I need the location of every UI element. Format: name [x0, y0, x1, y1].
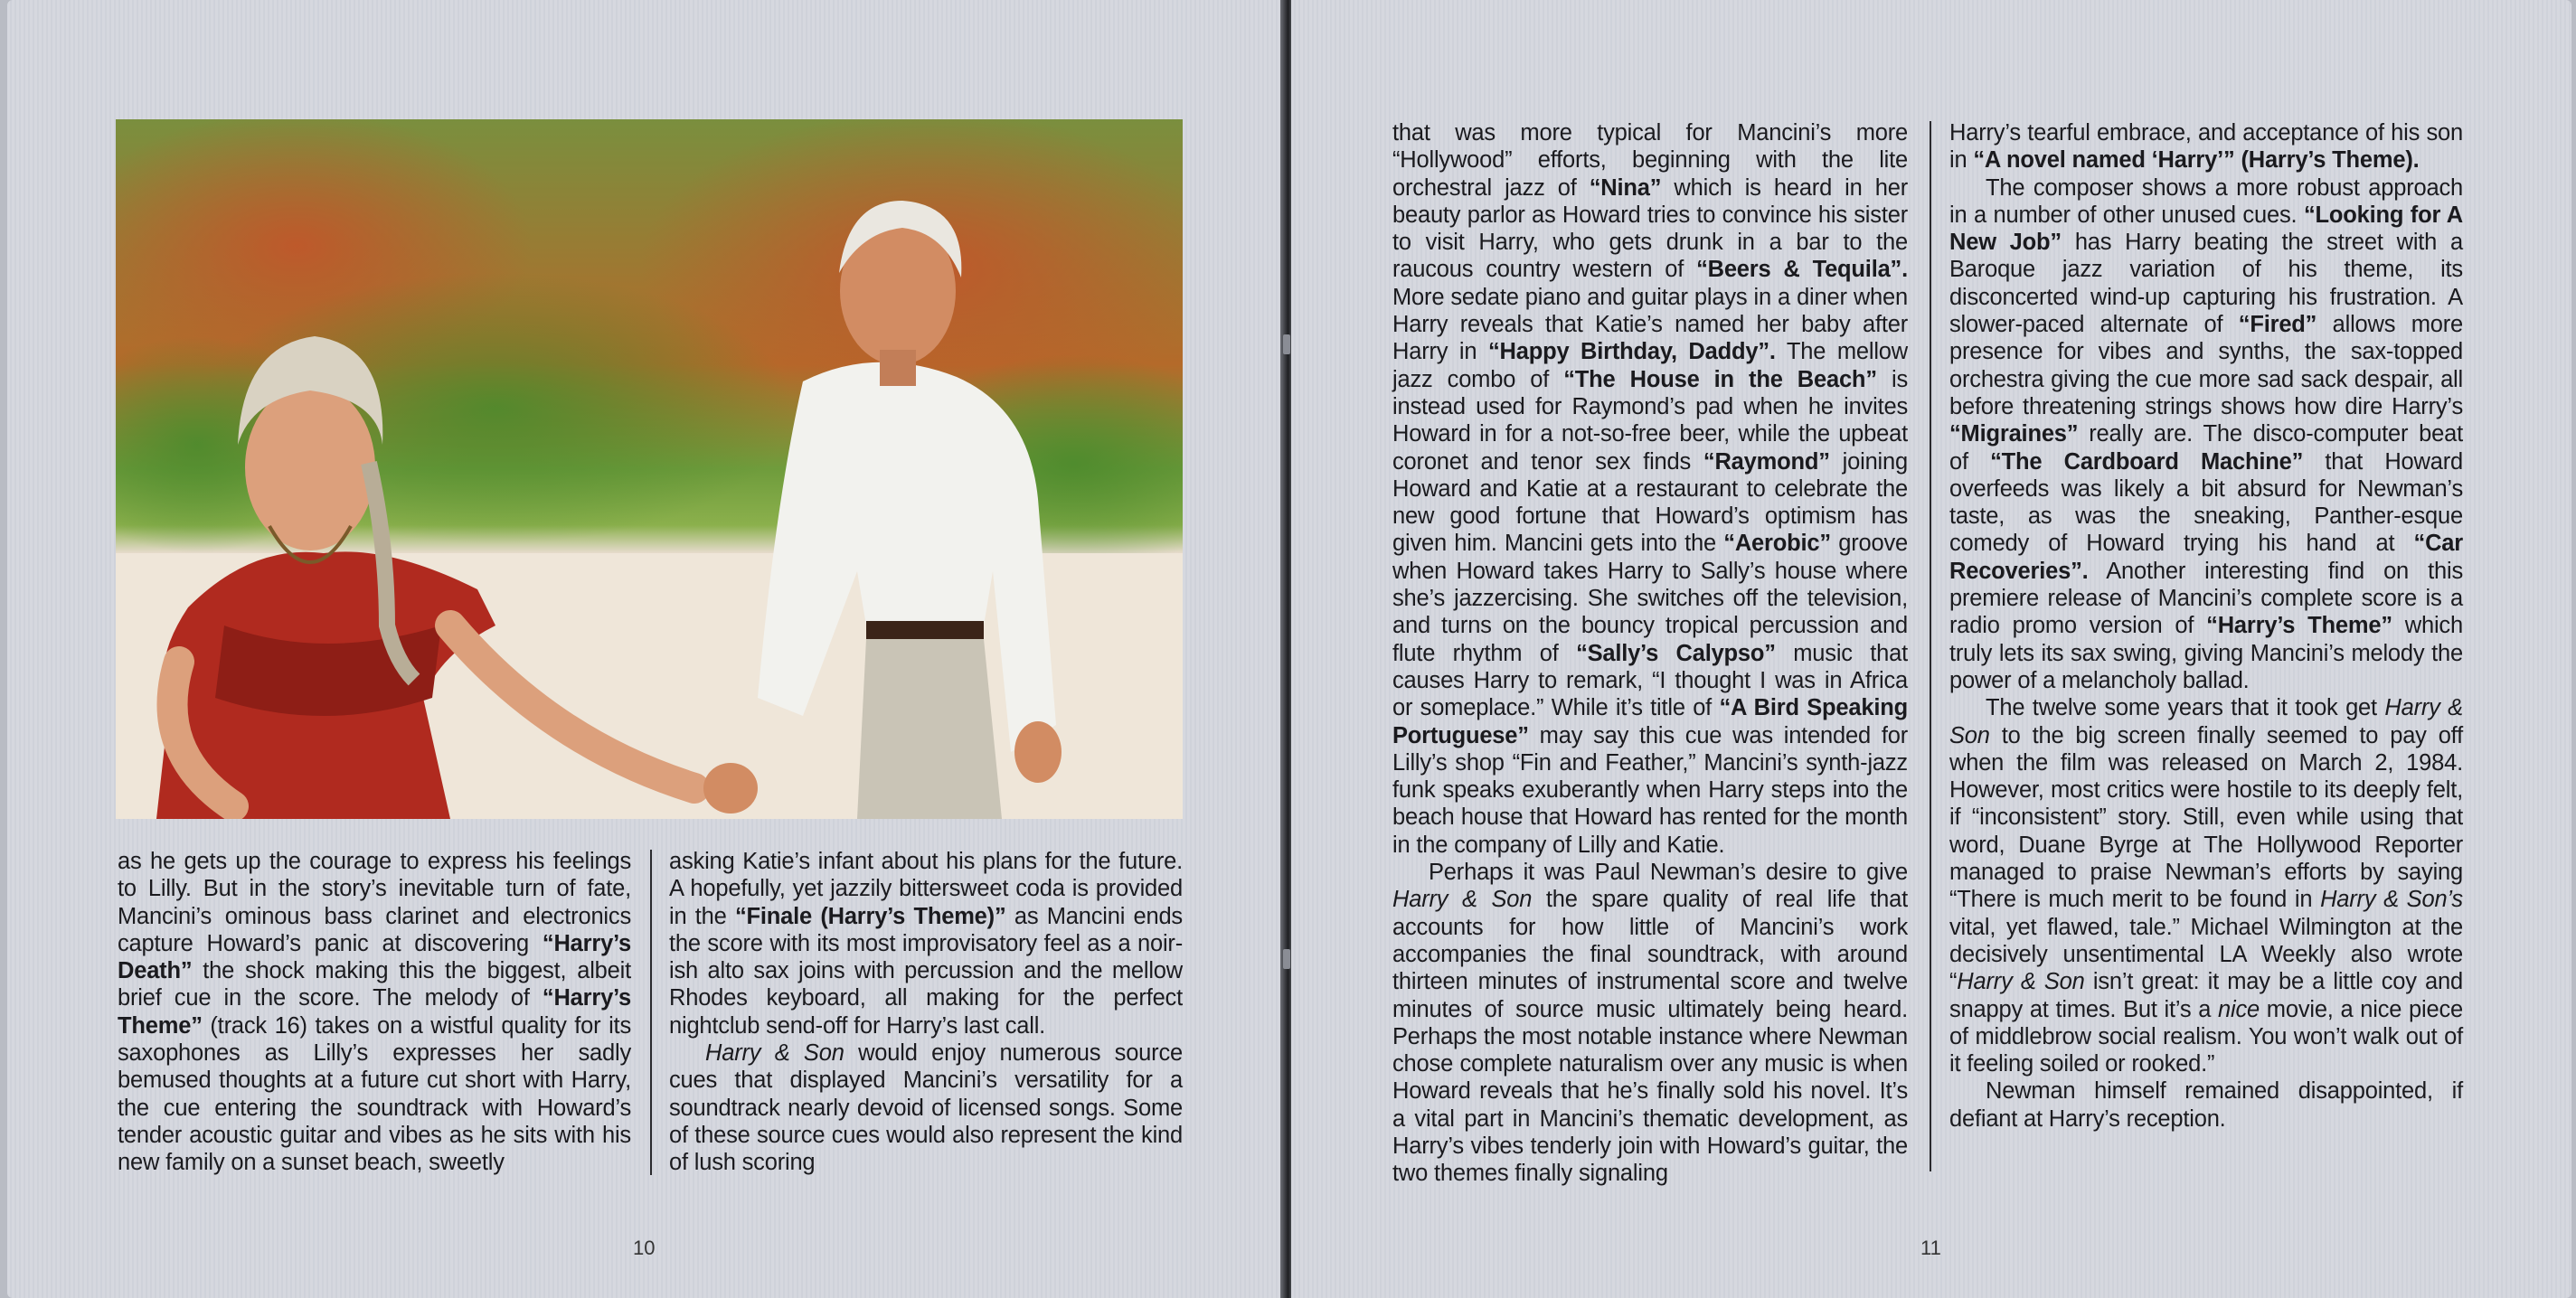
text-run: Newman himself remained disappointed, if defiant at Harry’s reception. — [1949, 1078, 2463, 1132]
text-run: that Howard overfeeds was likely a bit absurd for Newman’s taste, as was the sneaking, Panther-esque comedy of Howard trying his hand at — [1949, 448, 2463, 557]
paragraph — [1949, 1077, 2463, 1133]
text-run: joining Howard and Katie at a restaurant to celebrate the new good fortune that Howard’s optimism has given him. Mancini gets into the — [1392, 448, 1908, 557]
text-run: that was more typical for Mancini’s more “Hollywood” efforts, beginning with the lite orchestral jazz of — [1392, 120, 1908, 201]
italic-title: nice — [2218, 996, 2260, 1022]
cue-title: “Harry’s Theme” — [2206, 613, 2392, 639]
italic-title: Harry & Son — [1392, 887, 1533, 913]
cue-title: “The House in the Beach” — [1563, 366, 1877, 392]
cue-title: “The Cardboard Machine” — [1990, 448, 2304, 475]
cue-title: “Car Recoveries”. — [1949, 531, 2463, 584]
text-column-1 — [118, 848, 631, 1177]
paragraph — [669, 1039, 1183, 1176]
text-run: vital, yet flawed, tale.” Michael Wilmington at the decisively unsentimental LA Weekly also wrote “ — [1949, 914, 2463, 995]
text-run: groove when Howard takes Harry to Sally’s house where she’s jazzercising. She switches off the television, and turns on the bouncy tropical percussion and flute rhythm of — [1392, 531, 1909, 666]
paragraph — [1392, 859, 1908, 1188]
column-divider — [650, 850, 652, 1175]
text-run: really are. The disco-computer beat of — [1949, 421, 2463, 475]
text-column-4 — [1949, 119, 2463, 1133]
cue-title: “Fired” — [2238, 312, 2317, 338]
text-run: More sedate piano and guitar plays in a diner when Harry reveals that Katie’s named her baby after Harry in — [1392, 284, 1908, 365]
cue-title: “Beers & Tequila”. — [1696, 257, 1908, 283]
text-run: isn’t great: it may be a little coy and snappy at times. But it’s a — [1949, 969, 2463, 1022]
cue-title: “Nina” — [1589, 174, 1662, 201]
cue-title: “Harry’s Death” — [118, 930, 631, 984]
paragraph — [1949, 119, 2463, 174]
text-column-3 — [1392, 119, 1908, 1188]
text-run: (track 16) takes on a wistful quality for its saxophones as Lilly’s expresses her sadly bemused thoughts at a future cut short with Harry, the cue entering the soundtrack with Howard’s tender acoustic guitar and vibes as he sits with his new family on a sunset beach, sweetly — [118, 1012, 631, 1176]
text-run: The composer shows a more robust approach in a number of other unused cues. — [1949, 174, 2463, 228]
text-run: as Mancini ends the score with its most improvisatory feel as a noir-ish alto sax joins with percussion and the mellow Rhodes keyboard, all making for the perfect nightclub send-off for Harry’s last call. — [669, 903, 1183, 1039]
text-run: music that causes Harry to remark, “I thought I was in Africa or someplace.” While it’s title of — [1392, 640, 1909, 721]
text-run: the shock making this the biggest, albeit brief cue in the score. The melody of — [118, 958, 631, 1011]
cue-title: “Sally’s Calypso” — [1576, 640, 1776, 666]
italic-title: Harry & Son — [1949, 695, 2463, 748]
paragraph — [1392, 119, 1908, 859]
paragraph — [118, 848, 631, 1177]
text-run: The twelve some years that it took get — [1986, 695, 2385, 721]
page-number-right: 11 — [1920, 1237, 1941, 1259]
cue-title: “Migraines” — [1949, 421, 2079, 447]
text-run: which truly lets its sax swing, giving Mancini’s melody the power of a melancholy ballad. — [1949, 613, 2463, 693]
text-run: the spare quality of real life that accounts for how little of Mancini’s work accompanies the final soundtrack, with around thirteen minutes of instrumental score and twelve minutes of source music ultimately being heard. Perhaps the most notable instance where Newman chose complete naturalism over any music is when Howard reveals that he’s finally sold his novel. It’s a vital part in Mancini’s thematic development, as Harry’s vibes tenderly join with Howard’s guitar, the two themes finally signaling — [1392, 887, 1908, 1187]
cue-title: “Aerobic” — [1723, 531, 1831, 557]
column-divider — [1930, 121, 1931, 1171]
cue-title: “A Bird Speaking Portuguese” — [1392, 695, 1908, 748]
paragraph — [1949, 694, 2463, 1077]
text-run: Perhaps it was Paul Newman’s desire to give — [1429, 860, 1908, 886]
staple — [1283, 334, 1290, 354]
paragraph — [669, 848, 1183, 1039]
text-run: is instead used for Raymond’s pad when he invites Howard in for a not-so-free beer, while the upbeat coronet and tenor sex finds — [1392, 366, 1908, 475]
cue-title: “Happy Birthday, Daddy”. — [1487, 339, 1776, 365]
text-run: Harry’s tearful embrace, and acceptance of his son in — [1949, 120, 2463, 174]
cue-title: “A novel named ‘Harry’” (Harry’s Theme). — [1973, 147, 2420, 174]
staple — [1283, 949, 1290, 969]
cue-title: “Raymond” — [1703, 448, 1830, 475]
right-page — [1291, 0, 2571, 1298]
photo-paul-newman-joanne-woodward-beach-icon — [116, 119, 1183, 819]
text-column-2 — [669, 848, 1183, 1177]
cue-title: “Looking for A New Job” — [1949, 202, 2463, 256]
cue-title: “Harry’s Theme” — [118, 985, 631, 1039]
film-still-photo — [116, 119, 1183, 819]
text-run: allows more presence for vibes and synths, the sax-topped orchestra giving the cue more sad sack despair, all before threatening strings shows how dire Harry’s — [1949, 312, 2463, 419]
italic-title: Harry & Son — [705, 1040, 845, 1067]
text-run: Another interesting find on this premiere release of Mancini’s complete score is a radio promo version of — [1949, 558, 2463, 639]
text-run: The mellow jazz combo of — [1392, 339, 1908, 392]
paragraph — [1949, 174, 2463, 695]
italic-title: Harry & Son — [1957, 969, 2085, 995]
text-run: as he gets up the courage to express his feelings to Lilly. But in the story’s inevitable turn of fate, Mancini’s ominous bass clarinet and electronics capture Howard’s panic at discovering — [118, 849, 631, 956]
text-run: may say this cue was intended for Lilly’s shop “Fin and Feather,” Mancini’s synth-jazz funk speaks exuberantly when Harry steps into the beach house that Howard has rented for the month in the company of Lilly and Katie. — [1392, 722, 1908, 858]
text-run: would enjoy numerous source cues that displayed Mancini’s versatility for a soundtrack nearly devoid of licensed songs. Some of these source cues would also represent the kind of lush scoring — [669, 1040, 1183, 1176]
left-page — [7, 0, 1284, 1298]
text-run: which is heard in her beauty parlor as Howard tries to convince his sister to visit Harry, who gets drunk in a bar to the raucous country western of — [1392, 174, 1909, 283]
text-run: to the big screen finally seemed to pay off when the film was released on March 2, 1984. However, most critics were hostile to its deeply felt, if “inconsistent” story. Still, even while using that word, Duane Byrge at The Hollywood Reporter managed to praise Newman’s efforts by saying “There is much merit to be found in — [1949, 722, 2463, 913]
text-run: asking Katie’s infant about his plans for the future. A hopefully, yet jazzily bittersweet coda is provided in the — [669, 849, 1183, 929]
page-number-left: 10 — [633, 1237, 656, 1259]
italic-title: Harry & Son’s — [2320, 887, 2463, 913]
text-run: has Harry beating the street with a Baroque jazz variation of his theme, its disconcerted wind-up capturing his frustration. A slower-paced alternate of — [1949, 230, 2463, 338]
cue-title: “Finale (Harry’s Theme)” — [734, 903, 1006, 929]
text-run: movie, a nice piece of middlebrow social realism. You won’t walk out of it feeling soiled or rooked.” — [1949, 996, 2463, 1077]
